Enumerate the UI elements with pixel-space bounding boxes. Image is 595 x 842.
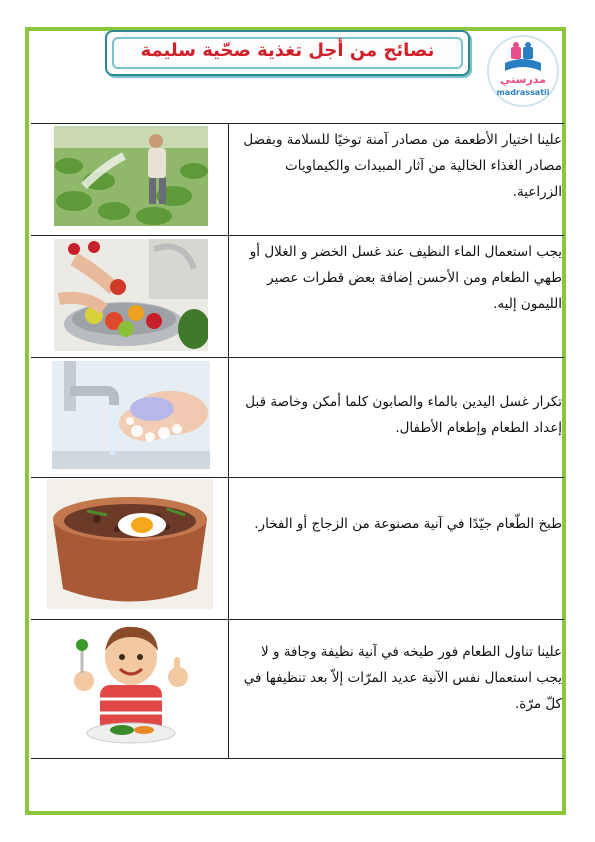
clay-pot-dish-photo: [47, 479, 213, 609]
tip-text: تكرار غسل اليدين بالماء والصابون كلما أمكن وخاصة قبل إعداد الطعام وإطعام الأطفال.: [245, 394, 562, 436]
table-bottom-border: [31, 758, 564, 759]
tip-text: يجب استعمال الماء النظيف عند غسل الخضر و الغلال أو طهي الطعام ومن الأحسن إضافة بعض قطرات عصير الليمون إليه.: [249, 244, 562, 312]
tips-table: [31, 123, 564, 759]
tip-text: طبخ الطّعام جيّدًا في آنية مصنوعة من الزجاج أو الفخار.: [254, 516, 562, 532]
tip-text: علينا اختيار الأطعمة من مصادر آمنة توخيًا للسلامة وبفضل مصادر الغذاء الخالية من آثار المبيدات والكيماويات الزراعية.: [243, 132, 562, 200]
logo-icon: [489, 41, 557, 77]
logo-text-english: madrassatii: [496, 88, 550, 97]
logo: [487, 35, 559, 107]
page-title: نصائح من أجل تغذية صحّية سليمة: [140, 40, 435, 61]
title-banner: [105, 30, 470, 76]
boy-eating-photo: [52, 623, 210, 747]
washing-fruits-photo: [54, 239, 208, 351]
farmer-spraying-crops-photo: [54, 126, 208, 226]
tip-text: علينا تناول الطعام فور طبخه في آنية نظيفة وجافة و لا يجب استعمال نفس الآنية عديد المرّات إلاّ بعد تنظيفها في كلّ مرّة.: [243, 644, 562, 712]
logo-text-arabic: مدرستي: [500, 73, 546, 86]
washing-hands-photo: [52, 361, 210, 469]
